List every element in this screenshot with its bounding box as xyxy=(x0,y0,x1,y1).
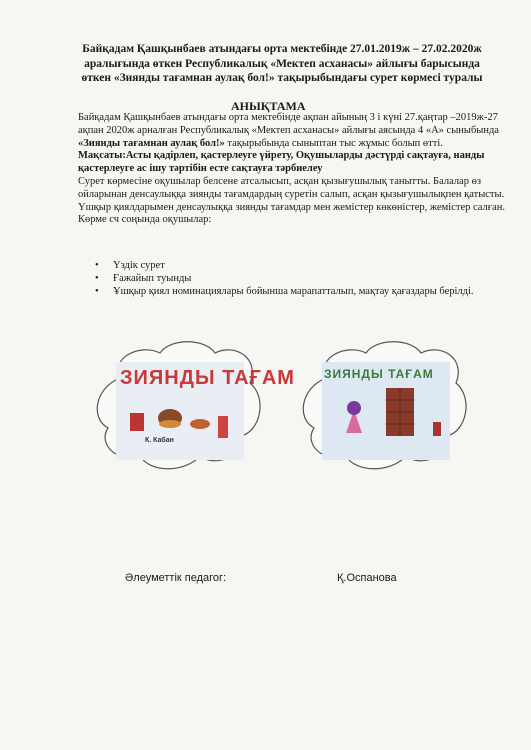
drawing-bun xyxy=(159,420,181,428)
right-cloud-picture xyxy=(296,338,474,478)
paragraph-exhibition: Сурет көрмесіне оқушылар белсене атсалысып, асқан қызығушылық танытты. Балалар өз ойларынан денсаулыққа зиянды тағамдардың суретін салып, асқан қызығушылықпен қатысты. Үшқыр қиялдарымен денсаулыққа зиянды тағамдар мен жемістер көкөністер, жемістер салған. Көрме сч соңында оқушылар: xyxy=(78,175,505,226)
document-body xyxy=(78,112,508,227)
list-item: • Үздік сурет xyxy=(113,259,513,272)
paragraph-intro-end: тақырыбында сыныптан тыс жұмыс болып өтті. xyxy=(227,137,443,149)
event-title: «Зиянды тағамнан аулақ бол!» xyxy=(78,137,225,149)
drawing-caption: К. Кабан xyxy=(145,437,174,444)
drawing-bottle xyxy=(218,416,228,438)
document-heading: АНЫҚТАМА xyxy=(231,99,306,113)
paragraph-intro-text: Байқадам Қашқынбаев атындағы орта мектебінде ақпан айының 3 і күні 27.қаңтар –2019ж-27 ақпан 2020ж арналған Республикалық «Мектеп асханасы» айлығы аясында 4 «А» сыныбында xyxy=(78,112,499,136)
drawing-text-top: ЗИЯНДЫ ТАҒАМ xyxy=(324,367,434,381)
list-item: • Ғажайып туынды xyxy=(113,272,513,285)
footer-signature-name: Қ.Оспанова xyxy=(337,572,397,584)
footer-role: Әлеуметтік педагог: xyxy=(125,572,227,584)
goal-text: Мақсаты:Асты қадірлеп, қастерлеуге үйрету, Оқушыларды дәстүрді сақтауға, нанды қастерлеуге ас ішу тәртібін есте сақтауға тәрбиелеу xyxy=(78,150,485,175)
drawing-icecream-scoop xyxy=(347,401,361,415)
document-title: Байқадам Қашқынбаев атындағы орта мектебінде 27.01.2019ж – 27.02.2020ж аралығында өткен Республикалық «Мектеп асханасы» айлығы барысында өткен «Зиянды тағамнан аулақ бол!» тақырыбындағы сурет көрмесі туралы xyxy=(81,43,483,84)
drawing-item xyxy=(130,413,144,431)
left-cloud-picture xyxy=(90,338,295,478)
drawing-bottle xyxy=(433,422,441,436)
paragraph-intro xyxy=(78,112,508,150)
list-item: • Ұшқыр қиял номинациялары бойынша марапатталып, мақтау қағаздары берілді. xyxy=(113,285,513,298)
awards-list xyxy=(78,259,513,298)
drawing-sausage xyxy=(190,419,210,429)
drawing-text-top: ЗИЯНДЫ ТАҒАМ xyxy=(120,367,295,389)
